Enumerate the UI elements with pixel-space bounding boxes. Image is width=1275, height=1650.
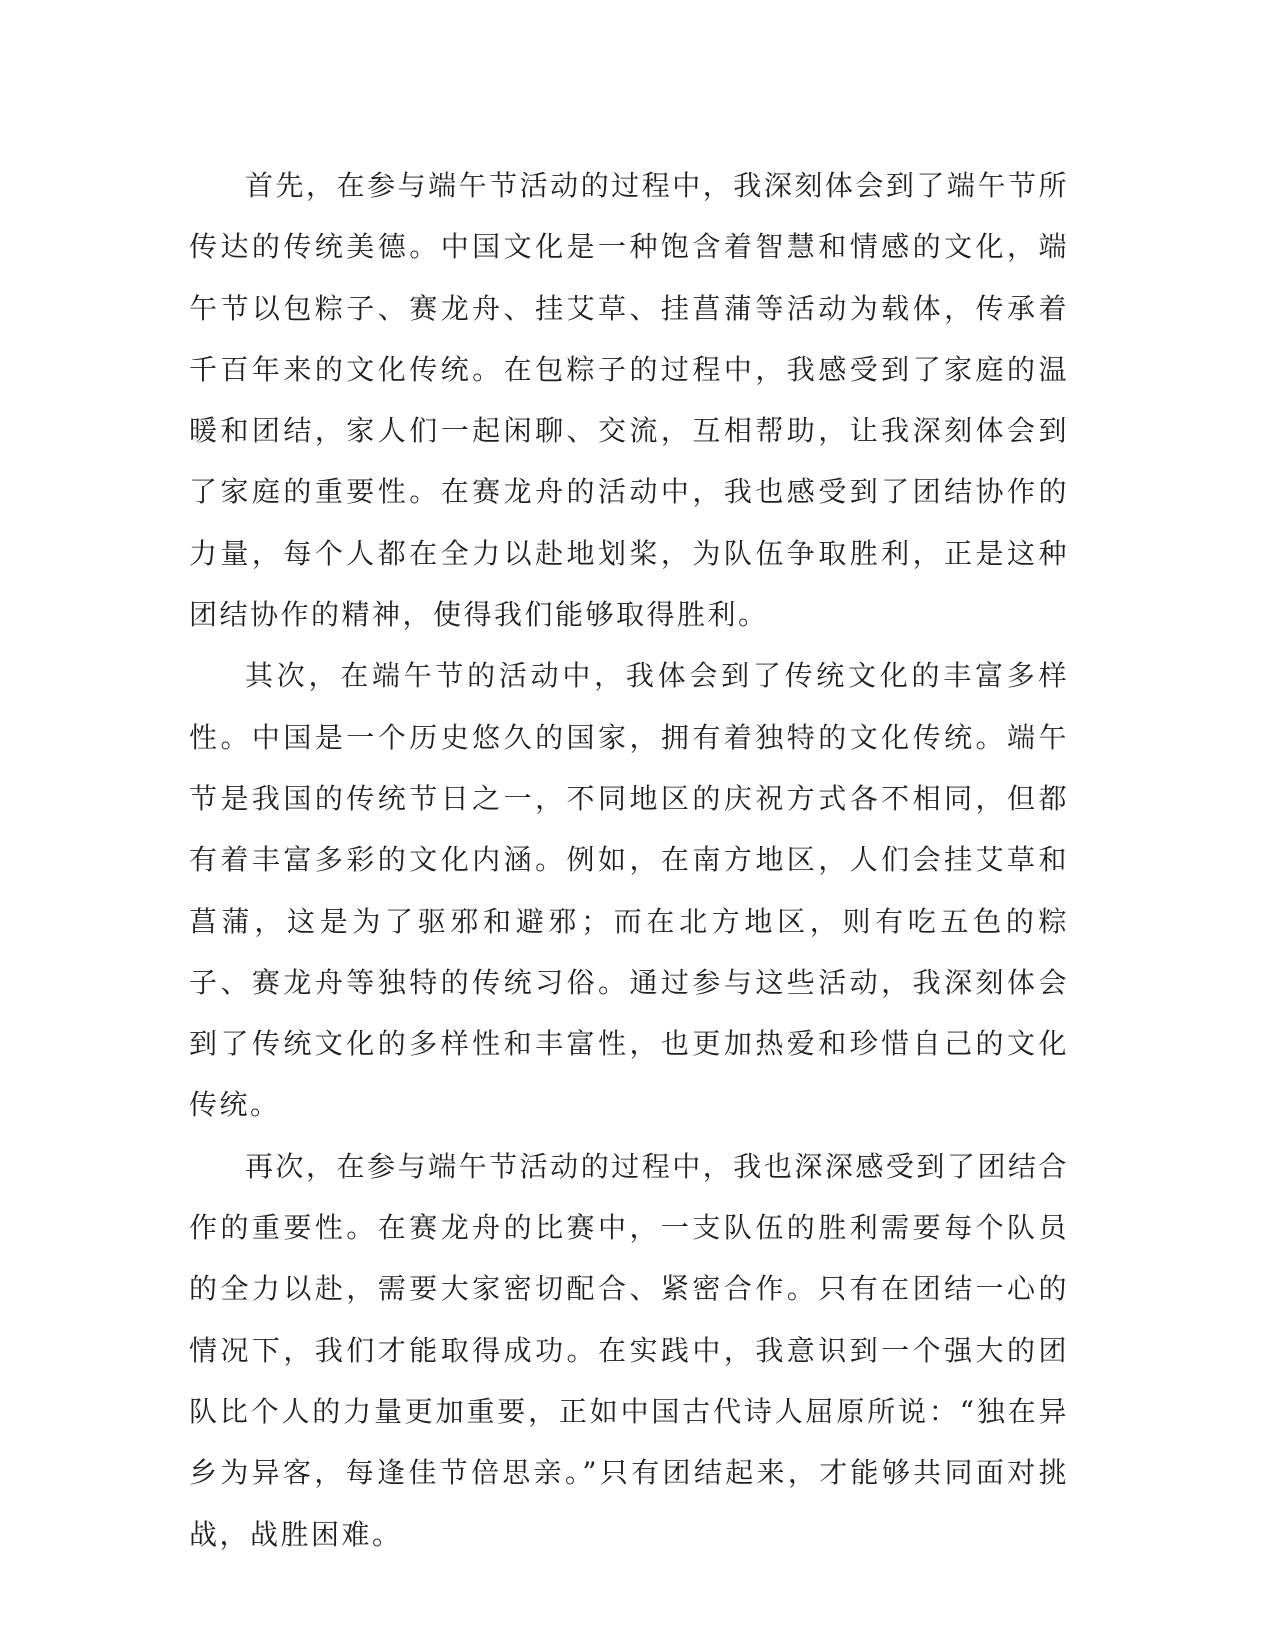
- paragraph-2: 其次，在端午节的活动中，我体会到了传统文化的丰富多样性。中国是一个历史悠久的国家，拥有着独特的文化传统。端午节是我国的传统节日之一，不同地区的庆祝方式各不相同，但都有着丰富多彩的文化内涵。例如，在南方地区，人们会挂艾草和菖蒲，这是为了驱邪和避邪；而在北方地区，则有吃五色的粽子、赛龙舟等独特的传统习俗。通过参与这些活动，我深刻体会到了传统文化的多样性和丰富性，也更加热爱和珍惜自己的文化传统。: [189, 659, 1069, 1122]
- document-body: [189, 155, 1069, 1565]
- paragraph-3: 再次，在参与端午节活动的过程中，我也深深感受到了团结合作的重要性。在赛龙舟的比赛中，一支队伍的胜利需要每个队员的全力以赴，需要大家密切配合、紧密合作。只有在团结一心的情况下，我们才能取得成功。在实践中，我意识到一个强大的团队比个人的力量更加重要，正如中国古代诗人屈原所说：“独在异乡为异客，每逢佳节倍思亲。”只有团结起来，才能够共同面对挑战，战胜困难。: [189, 1149, 1069, 1551]
- paragraph-1: 首先，在参与端午节活动的过程中，我深刻体会到了端午节所传达的传统美德。中国文化是一种饱含着智慧和情感的文化，端午节以包粽子、赛龙舟、挂艾草、挂菖蒲等活动为载体，传承着千百年来的文化传统。在包粽子的过程中，我感受到了家庭的温暖和团结，家人们一起闲聊、交流，互相帮助，让我深刻体会到了家庭的重要性。在赛龙舟的活动中，我也感受到了团结协作的力量，每个人都在全力以赴地划桨，为队伍争取胜利，正是这种团结协作的精神，使得我们能够取得胜利。: [189, 169, 1069, 632]
